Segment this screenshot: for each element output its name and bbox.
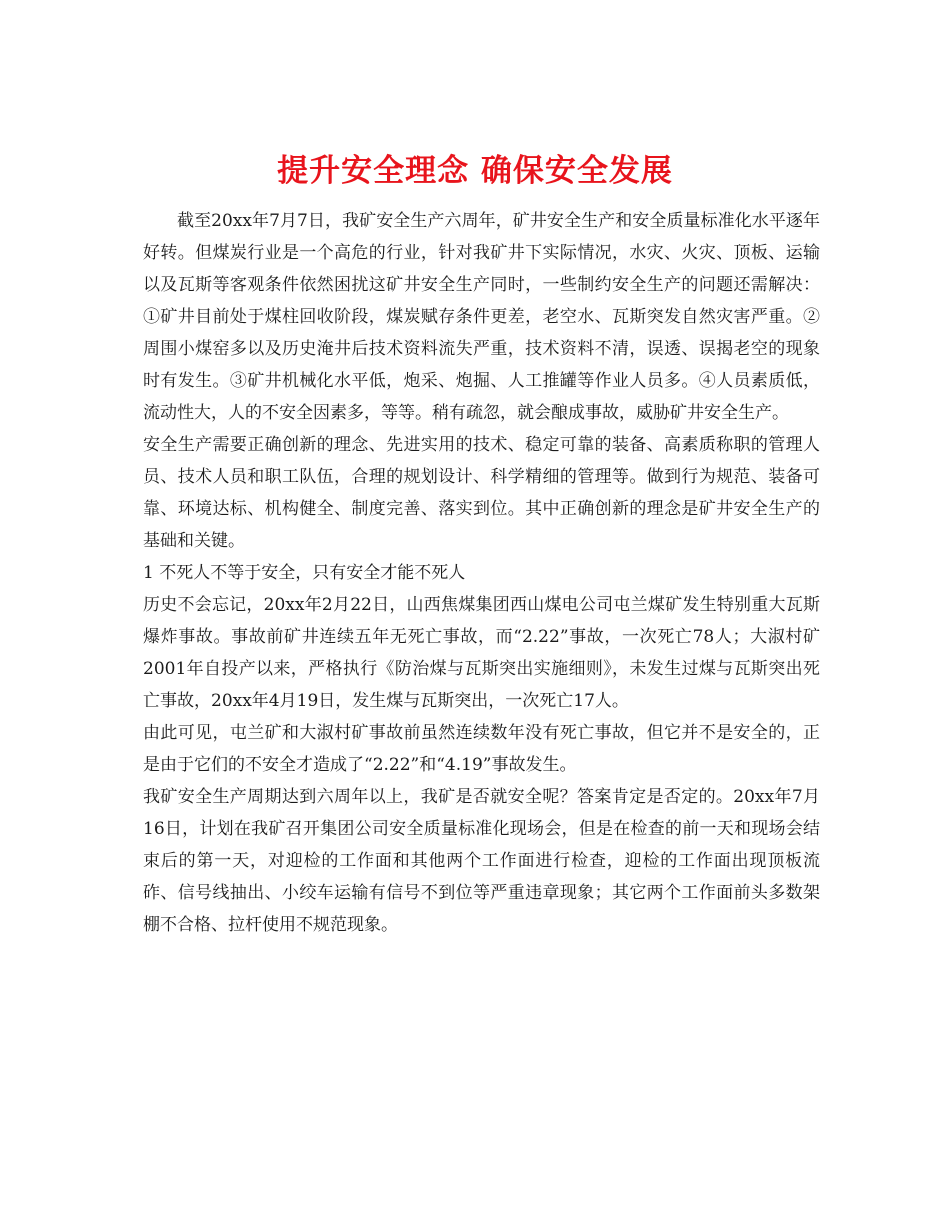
paragraph-history: 历史不会忘记，20xx年2月22日，山西焦煤集团西山煤电公司屯兰煤矿发生特别重大瓦斯爆炸事故。事故前矿井连续五年无死亡事故，而“2.22”事故，一次死亡78人；大淑村矿2001年自投产以来，严格执行《防治煤与瓦斯突出实施细则》，未发生过煤与瓦斯突出死亡事故，20xx年4月19日，发生煤与瓦斯突出，一次死亡17人。 bbox=[143, 595, 820, 711]
section-heading-1: 1 不死人不等于安全，只有安全才能不死人 bbox=[143, 563, 466, 583]
paragraph-requirements: 安全生产需要正确创新的理念、先进实用的技术、稳定可靠的装备、高素质称职的管理人员、技术人员和职工队伍，合理的规划设计、科学精细的管理等。做到行为规范、装备可靠、环境达标、机构健全、制度完善、落实到位。其中正确创新的理念是矿井安全生产的基础和关键。 bbox=[143, 435, 820, 551]
paragraph-conclusion: 由此可见，屯兰矿和大淑村矿事故前虽然连续数年没有死亡事故，但它并不是安全的，正是由于它们的不安全才造成了“2.22”和“4.19”事故发生。 bbox=[143, 723, 820, 775]
paragraph-our-mine: 我矿安全生产周期达到六周年以上，我矿是否就安全呢？答案肯定是否定的。20xx年7月16日，计划在我矿召开集团公司安全质量标准化现场会，但是在检查的前一天和现场会结束后的第一天，对迎检的工作面和其他两个工作面进行检查，迎检的工作面出现顶板流砟、信号线抽出、小绞车运输有信号不到位等严重违章现象；其它两个工作面前头多数架棚不合格、拉杆使用不规范现象。 bbox=[143, 787, 820, 935]
document-title: 提升安全理念 确保安全发展 bbox=[277, 152, 673, 189]
paragraph-intro: 截至20xx年7月7日，我矿安全生产六周年，矿井安全生产和安全质量标准化水平逐年好转。但煤炭行业是一个高危的行业，针对我矿井下实际情况，水灾、火灾、顶板、运输以及瓦斯等客观条件依然困扰这矿井安全生产同时，一些制约安全生产的问题还需解决：①矿井目前处于煤柱回收阶段，煤炭赋存条件更差，老空水、瓦斯突发自然灾害严重。②周围小煤窑多以及历史淹井后技术资料流失严重，技术资料不清，误透、误揭老空的现象时有发生。③矿井机械化水平低，炮采、炮掘、人工推罐等作业人员多。④人员素质低，流动性大，人的不安全因素多，等等。稍有疏忽，就会酿成事故，威胁矿井安全生产。 bbox=[143, 211, 820, 423]
document-body bbox=[143, 205, 820, 941]
